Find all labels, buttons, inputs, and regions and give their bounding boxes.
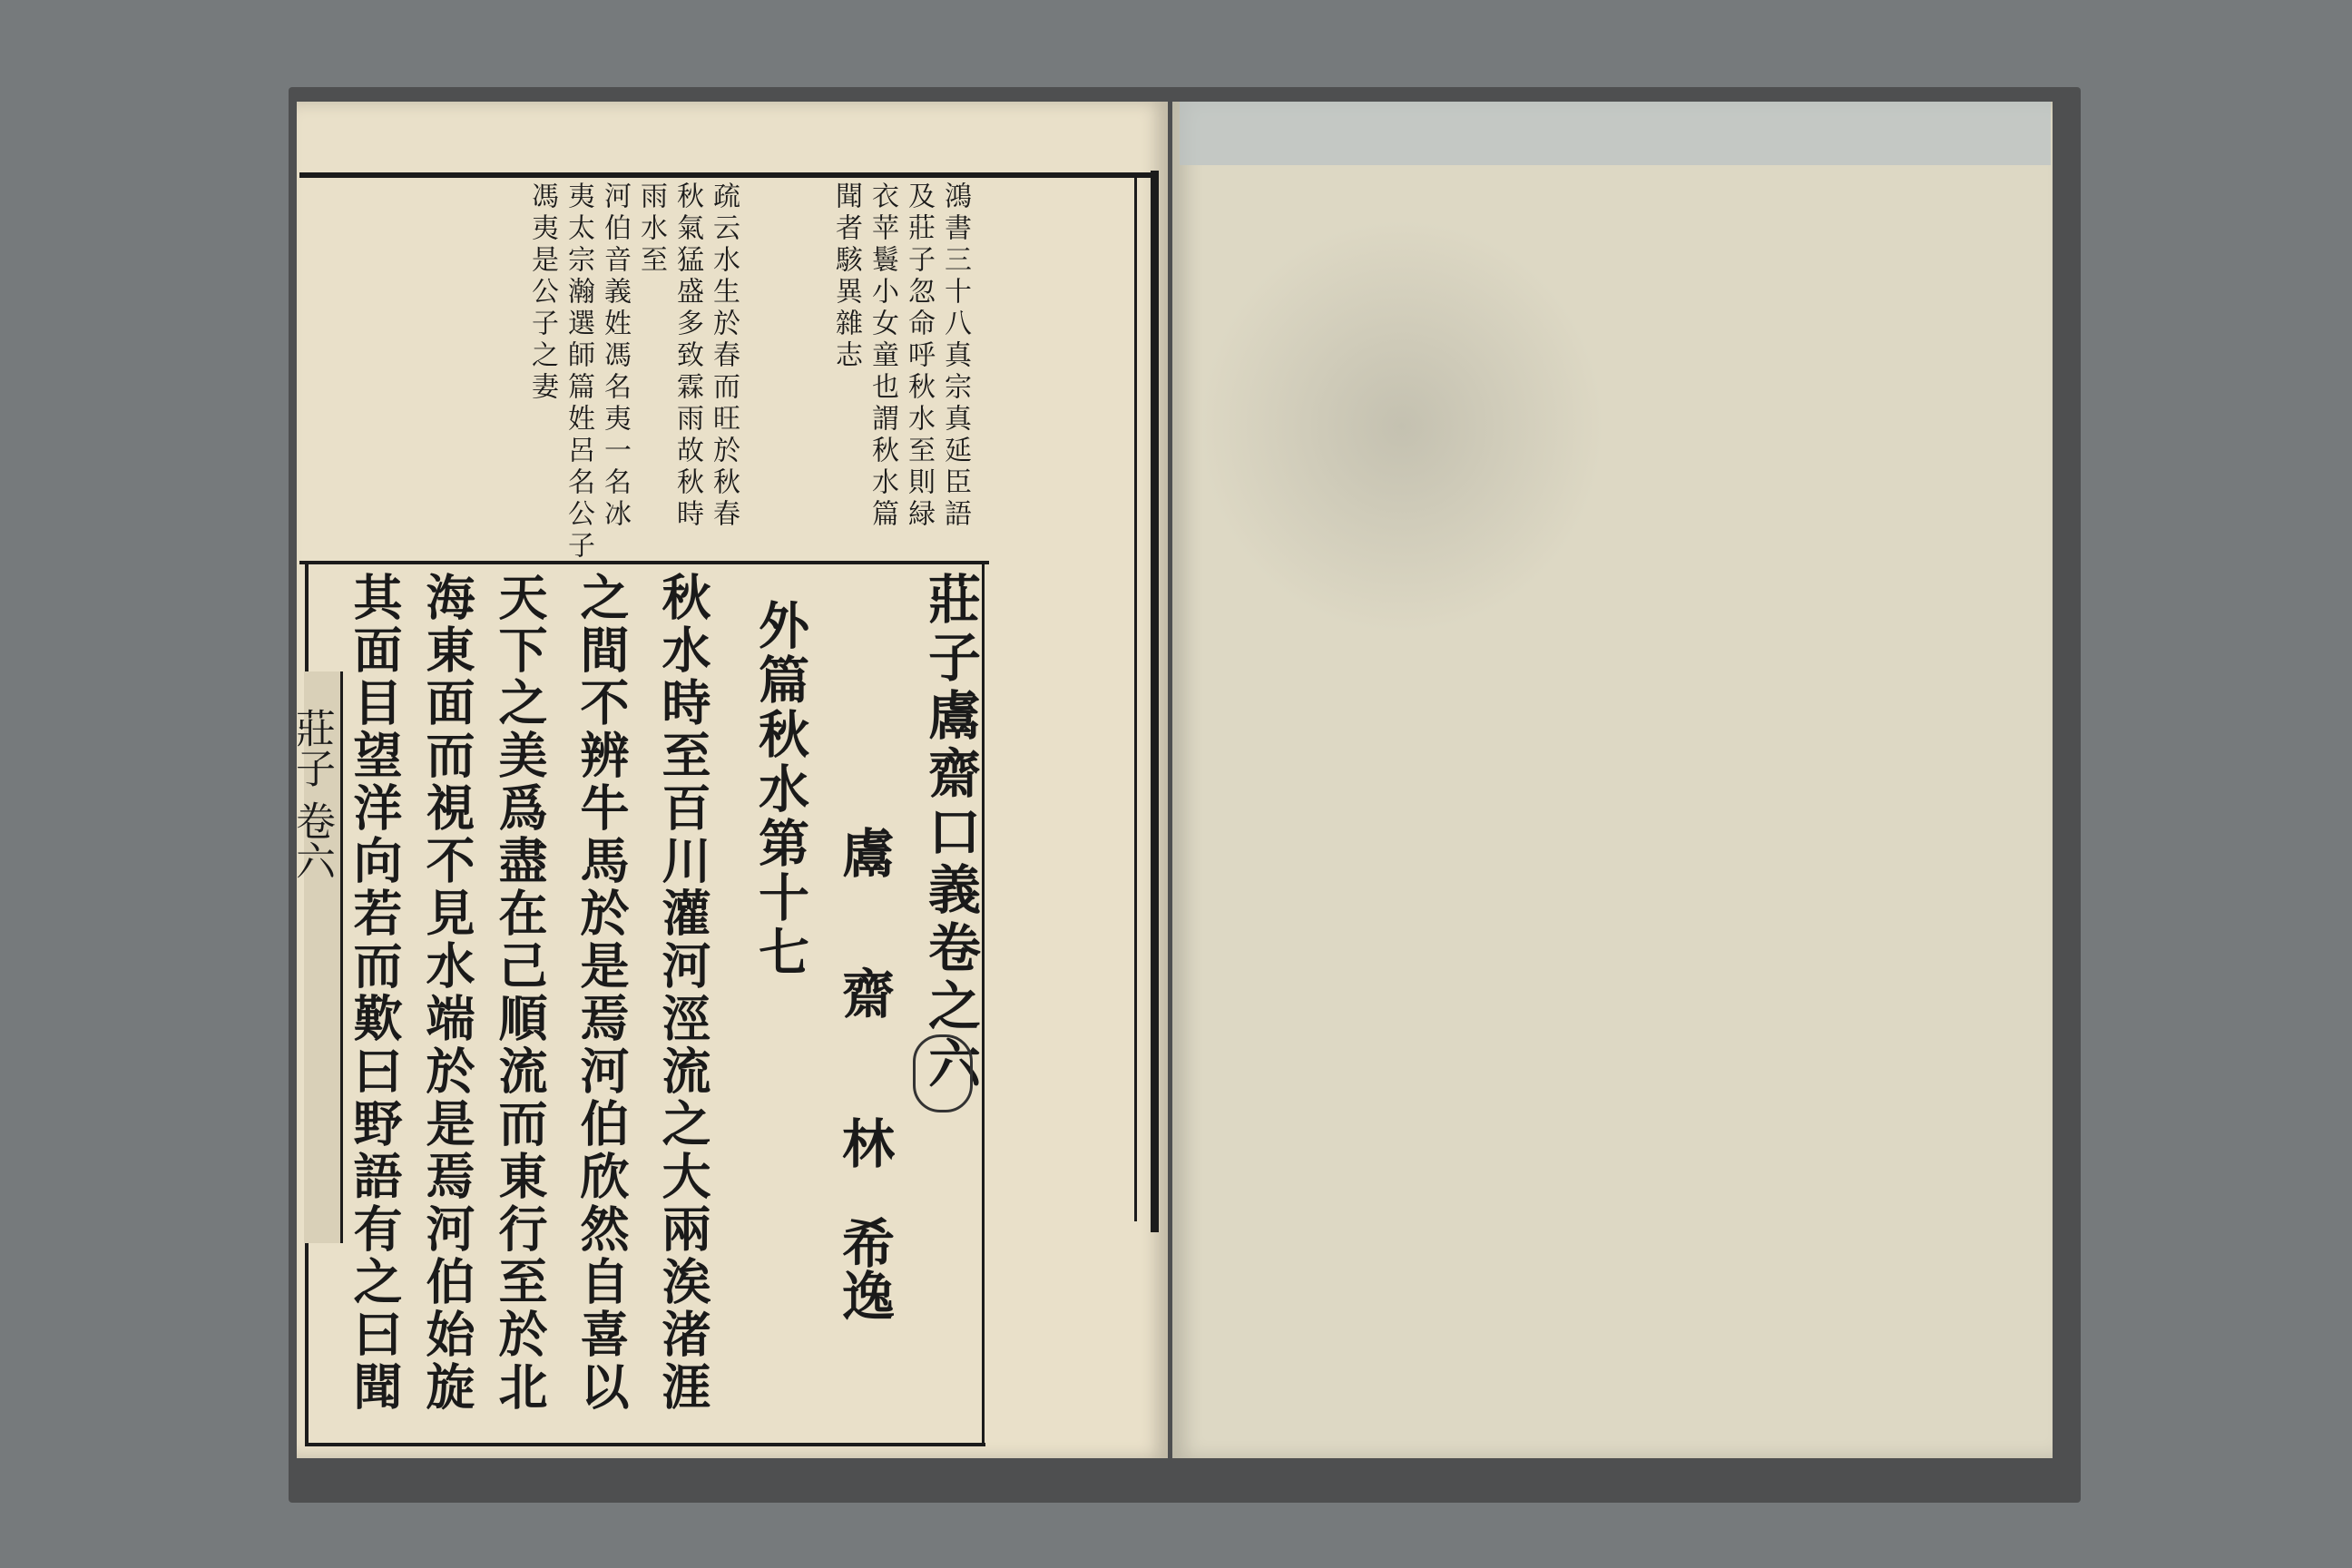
- text-column: 天下之美爲盡在己順流而東行至於北: [491, 572, 549, 1414]
- frame-border-right: [1151, 171, 1159, 1232]
- frame-border-middle: [299, 561, 989, 564]
- note-line: 鴻書三十八真宗真延臣語: [939, 181, 971, 531]
- author-char: 林: [833, 1116, 895, 1169]
- author-name: 希逸: [833, 1216, 895, 1321]
- frame-border-right-inner: [1134, 178, 1137, 1221]
- note-line: 聞者駭異雜志: [830, 181, 862, 372]
- collector-seal: [913, 1034, 973, 1112]
- note-line: 秋氣猛盛多致霖雨故秋時: [671, 181, 703, 531]
- page-stain: [1180, 102, 2051, 165]
- text-column: 海東面而視不見水端於是焉河伯始旋: [418, 572, 476, 1414]
- note-line: 雨水至: [635, 181, 667, 277]
- note-line: 河伯音義姓馮名夷一名冰: [599, 181, 631, 531]
- page-stain: [1198, 218, 1606, 635]
- book-title: 莊子鬳齋口義卷之六: [919, 572, 981, 1094]
- spine-label: 莊子 卷六: [289, 708, 335, 880]
- frame-border-bottom: [305, 1443, 985, 1446]
- chapter-heading: 外篇秋水第十七: [750, 599, 810, 980]
- text-column: 其面目望洋向若而歎曰野語有之曰聞: [346, 572, 404, 1414]
- note-line: 及莊子忽命呼秋水至則緑: [903, 181, 935, 531]
- spine-label-strip: [289, 671, 343, 1243]
- note-line: 夷太宗瀚選師篇姓呂名公子: [563, 181, 594, 563]
- author-char: 齋: [833, 966, 895, 1019]
- text-column: 之間不辨牛馬於是焉河伯欣然自喜以: [573, 572, 631, 1414]
- note-line: 馮夷是公子之妻: [526, 181, 558, 404]
- text-column: 秋水時至百川灌河涇流之大兩涘渚涯: [654, 572, 712, 1414]
- note-line: 衣苹鬟小女童也謂秋水篇: [867, 181, 898, 531]
- author-char: 鬳: [833, 826, 895, 878]
- frame-border-top: [299, 172, 1157, 178]
- note-line: 疏云水生於春而旺於秋春: [708, 181, 740, 531]
